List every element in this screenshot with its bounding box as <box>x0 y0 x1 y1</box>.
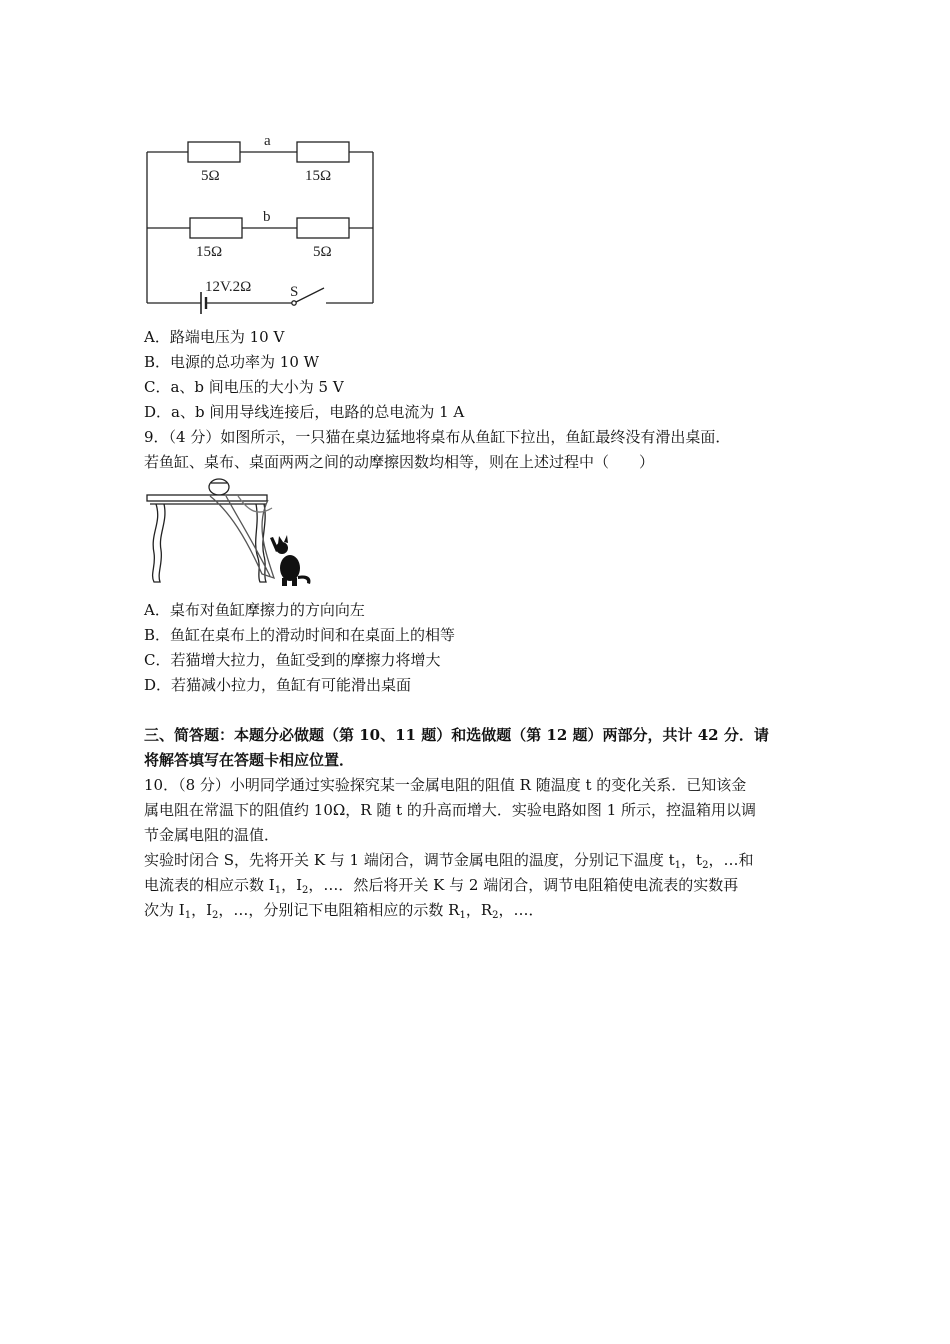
q10-line3: 节金属电阻的温值． <box>144 826 280 844</box>
q10-line2: 属电阻在常温下的阻值约 10Ω，R 随 t 的升高而增大．实验电路如图 1 所示，控温箱用以调 <box>144 801 757 819</box>
label-r-top-right: 15Ω <box>305 168 332 184</box>
q8-option-d: D．a、b 间用导线连接后，电路的总电流为 1 A <box>144 403 465 421</box>
cat-table-illustration <box>142 478 322 590</box>
section3-heading-line1: 三、简答题：本题分必做题（第 10、11 题）和选做题（第 12 题）两部分，共计 42 分．请 <box>144 726 769 744</box>
switch-blade <box>296 288 324 302</box>
circuit-diagram <box>0 0 950 320</box>
q10-line4-text-b: ，t <box>681 851 703 869</box>
label-switch: S <box>290 284 299 300</box>
q10-line6-text-c: ，…，分别记下电阻箱相应的示数 R <box>218 901 460 919</box>
label-r-bottom-right: 5Ω <box>313 244 332 260</box>
subscript: 2 <box>492 910 499 921</box>
section3-heading-line2: 将解答填写在答题卡相应位置． <box>144 751 355 769</box>
table-top <box>147 495 267 501</box>
subscript: 1 <box>274 885 282 896</box>
q8-option-c: C．a、b 间电压的大小为 5 V <box>144 378 344 396</box>
q9-option-c: C．若猫增大拉力，鱼缸受到的摩擦力将增大 <box>144 651 441 669</box>
resistor-bottom-right <box>297 218 349 238</box>
q10-line6-text-a: 次为 I <box>144 901 185 919</box>
q9-stem-line1: 9．（4 分）如图所示，一只猫在桌边猛地将桌布从鱼缸下拉出，鱼缸最终没有滑出桌面． <box>144 428 731 446</box>
cat <box>270 535 311 586</box>
table-left-leg <box>153 504 165 582</box>
q10-line6-text-b: ，I <box>191 901 213 919</box>
q10-line4-text-c: ，…和 <box>708 851 754 869</box>
q10-line4 <box>144 850 753 870</box>
resistor-top-left <box>188 142 240 162</box>
fish-tank <box>209 479 229 495</box>
label-source: 12V.2Ω <box>205 279 252 295</box>
q10-line5-text-c: ，…．然后将开关 K 与 2 端闭合，调节电阻箱使电流表的实数再 <box>308 876 739 894</box>
q9-stem-line2: 若鱼缸、桌布、桌面两两之间的动摩擦因数均相等，则在上述过程中（ ） <box>144 453 655 471</box>
label-b: b <box>263 209 271 225</box>
subscript: 1 <box>674 860 682 871</box>
q10-line4-text-a: 实验时闭合 S，先将开关 K 与 1 端闭合，调节金属电阻的温度，分别记下温度 t <box>144 851 675 869</box>
q10-line5-text-b: ，I <box>281 876 303 894</box>
resistor-bottom-left <box>190 218 242 238</box>
q8-option-a: A．路端电压为 10 V <box>144 328 285 346</box>
q10-line5 <box>144 875 738 895</box>
subscript: 1 <box>459 910 466 921</box>
q9-option-b: B．鱼缸在桌布上的滑动时间和在桌面上的相等 <box>144 626 456 644</box>
label-r-top-left: 5Ω <box>201 168 220 184</box>
q9-option-a: A．桌布对鱼缸摩擦力的方向向左 <box>144 601 365 619</box>
subscript: 1 <box>184 910 192 921</box>
label-a: a <box>264 133 271 149</box>
q10-line5-text-a: 电流表的相应示数 I <box>144 876 275 894</box>
switch-pivot <box>292 301 296 305</box>
q10-line1: 10．（8 分）小明同学通过实验探究某一金属电阻的阻值 R 随温度 t 的变化关系．已知该金 <box>144 776 747 794</box>
q8-option-b: B．电源的总功率为 10 W <box>144 353 320 371</box>
q9-option-d: D．若猫减小拉力，鱼缸有可能滑出桌面 <box>144 676 412 694</box>
q10-line6-text-d: ，R <box>465 901 493 919</box>
subscript: 2 <box>302 885 309 896</box>
resistor-top-right <box>297 142 349 162</box>
label-r-bottom-left: 15Ω <box>196 244 223 260</box>
tablecloth <box>210 496 274 578</box>
q10-line6-text-e: ，…． <box>498 901 544 919</box>
subscript: 2 <box>212 910 219 921</box>
q10-line6 <box>144 900 544 920</box>
subscript: 2 <box>702 860 709 871</box>
